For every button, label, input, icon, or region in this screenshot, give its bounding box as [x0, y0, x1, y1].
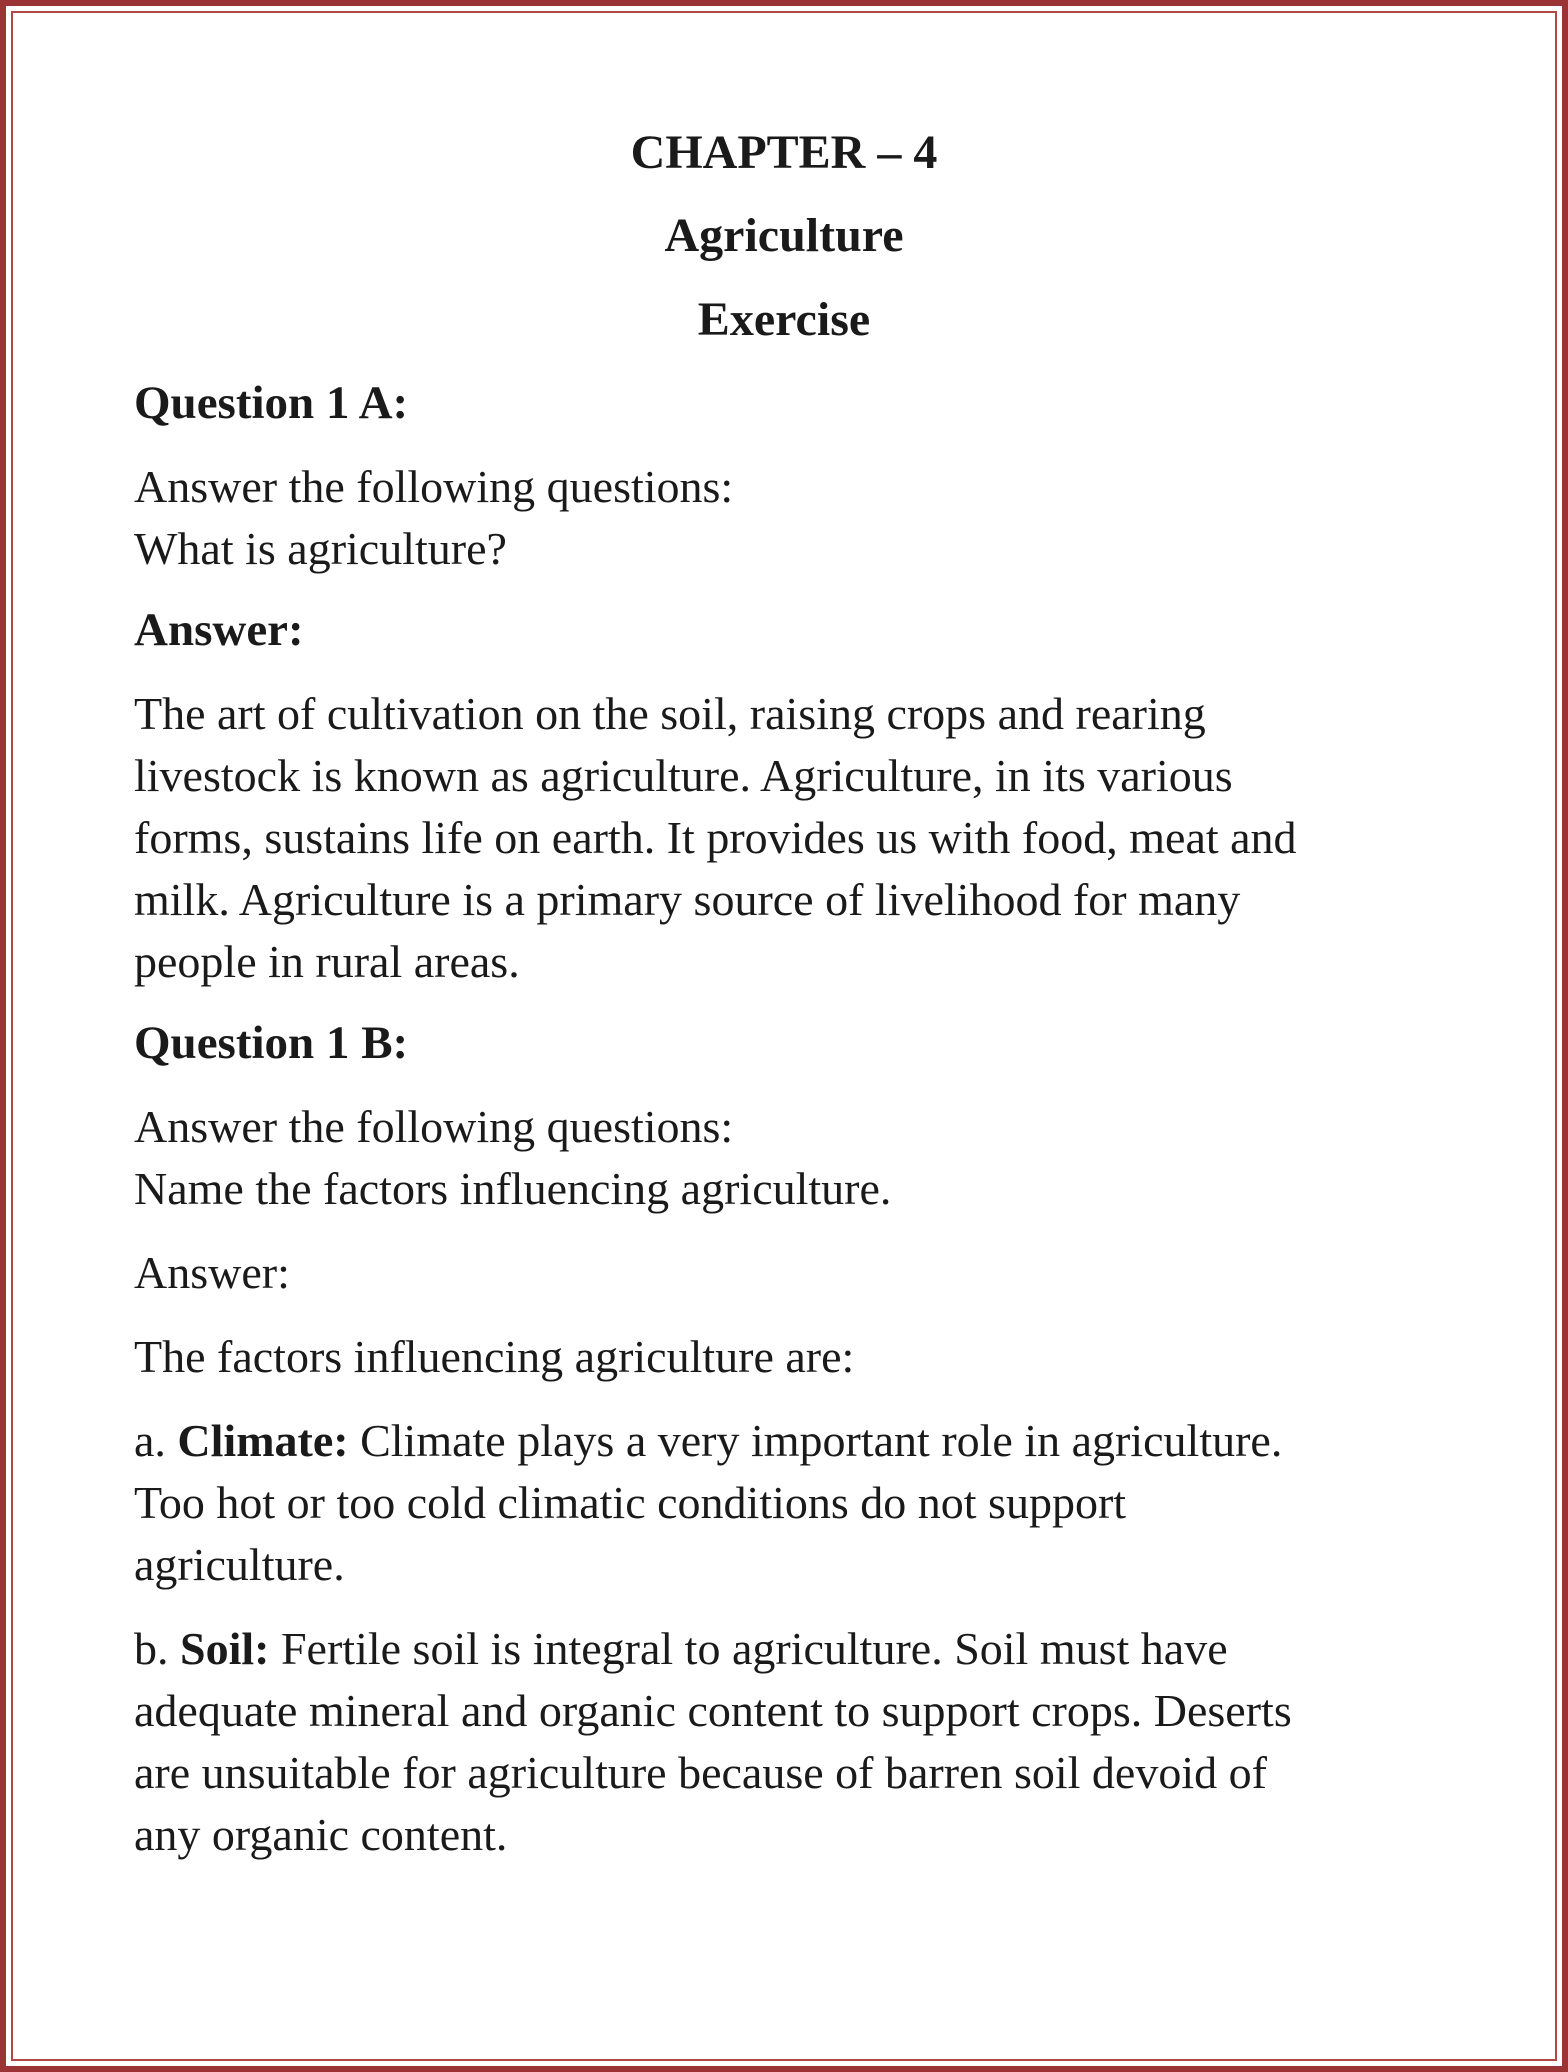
factor-soil-text: Fertile soil is integral to agriculture. Soil must have	[269, 1623, 1228, 1674]
factor-soil-line-2: adequate mineral and organic content to support crops. Deserts	[134, 1685, 1292, 1736]
answer-line: livestock is known as agriculture. Agriculture, in its various	[134, 750, 1233, 801]
factor-soil-prefix: b.	[134, 1623, 180, 1674]
answer-line: The art of cultivation on the soil, raising crops and rearing	[134, 688, 1206, 739]
topic-title: Agriculture	[664, 209, 904, 262]
factor-climate-line-1	[134, 1410, 1434, 1472]
section-title: Exercise	[697, 293, 871, 346]
question-1b-heading: Question 1 B:	[134, 1017, 409, 1069]
factor-climate-prefix: a.	[134, 1415, 178, 1466]
factor-soil	[134, 1618, 1434, 1866]
question-1b-answer-label: Answer:	[134, 1247, 290, 1298]
factor-soil-line-1	[134, 1618, 1434, 1680]
factor-climate	[134, 1410, 1434, 1596]
factor-soil-line-4: any organic content.	[134, 1809, 508, 1860]
question-1b-question: Name the factors influencing agriculture.	[134, 1163, 892, 1214]
document-page	[134, 125, 1434, 1888]
factor-climate-line-3: agriculture.	[134, 1539, 345, 1590]
factor-soil-line-3: are unsuitable for agriculture because of barren soil devoid of	[134, 1747, 1267, 1798]
factor-climate-line-2: Too hot or too cold climatic conditions do not support	[134, 1477, 1127, 1528]
question-1a-text	[134, 456, 1434, 580]
answer-line: people in rural areas.	[134, 936, 520, 987]
question-1a-answer-label: Answer:	[134, 604, 304, 656]
factor-climate-term: Climate:	[177, 1415, 349, 1466]
question-1a-prompt: Answer the following questions:	[134, 461, 734, 512]
factor-climate-text: Climate plays a very important role in agriculture.	[348, 1415, 1283, 1466]
answer-line: milk. Agriculture is a primary source of livelihood for many	[134, 874, 1241, 925]
question-1b-text	[134, 1096, 1434, 1220]
question-1a-question: What is agriculture?	[134, 523, 507, 574]
question-1b-prompt: Answer the following questions:	[134, 1101, 734, 1152]
question-1b-intro: The factors influencing agriculture are:	[134, 1331, 855, 1382]
question-1a-heading: Question 1 A:	[134, 377, 409, 429]
question-1a-answer	[134, 683, 1434, 993]
factor-soil-term: Soil:	[180, 1623, 270, 1674]
chapter-title: CHAPTER – 4	[630, 126, 938, 179]
answer-line: forms, sustains life on earth. It provides us with food, meat and	[134, 812, 1297, 863]
